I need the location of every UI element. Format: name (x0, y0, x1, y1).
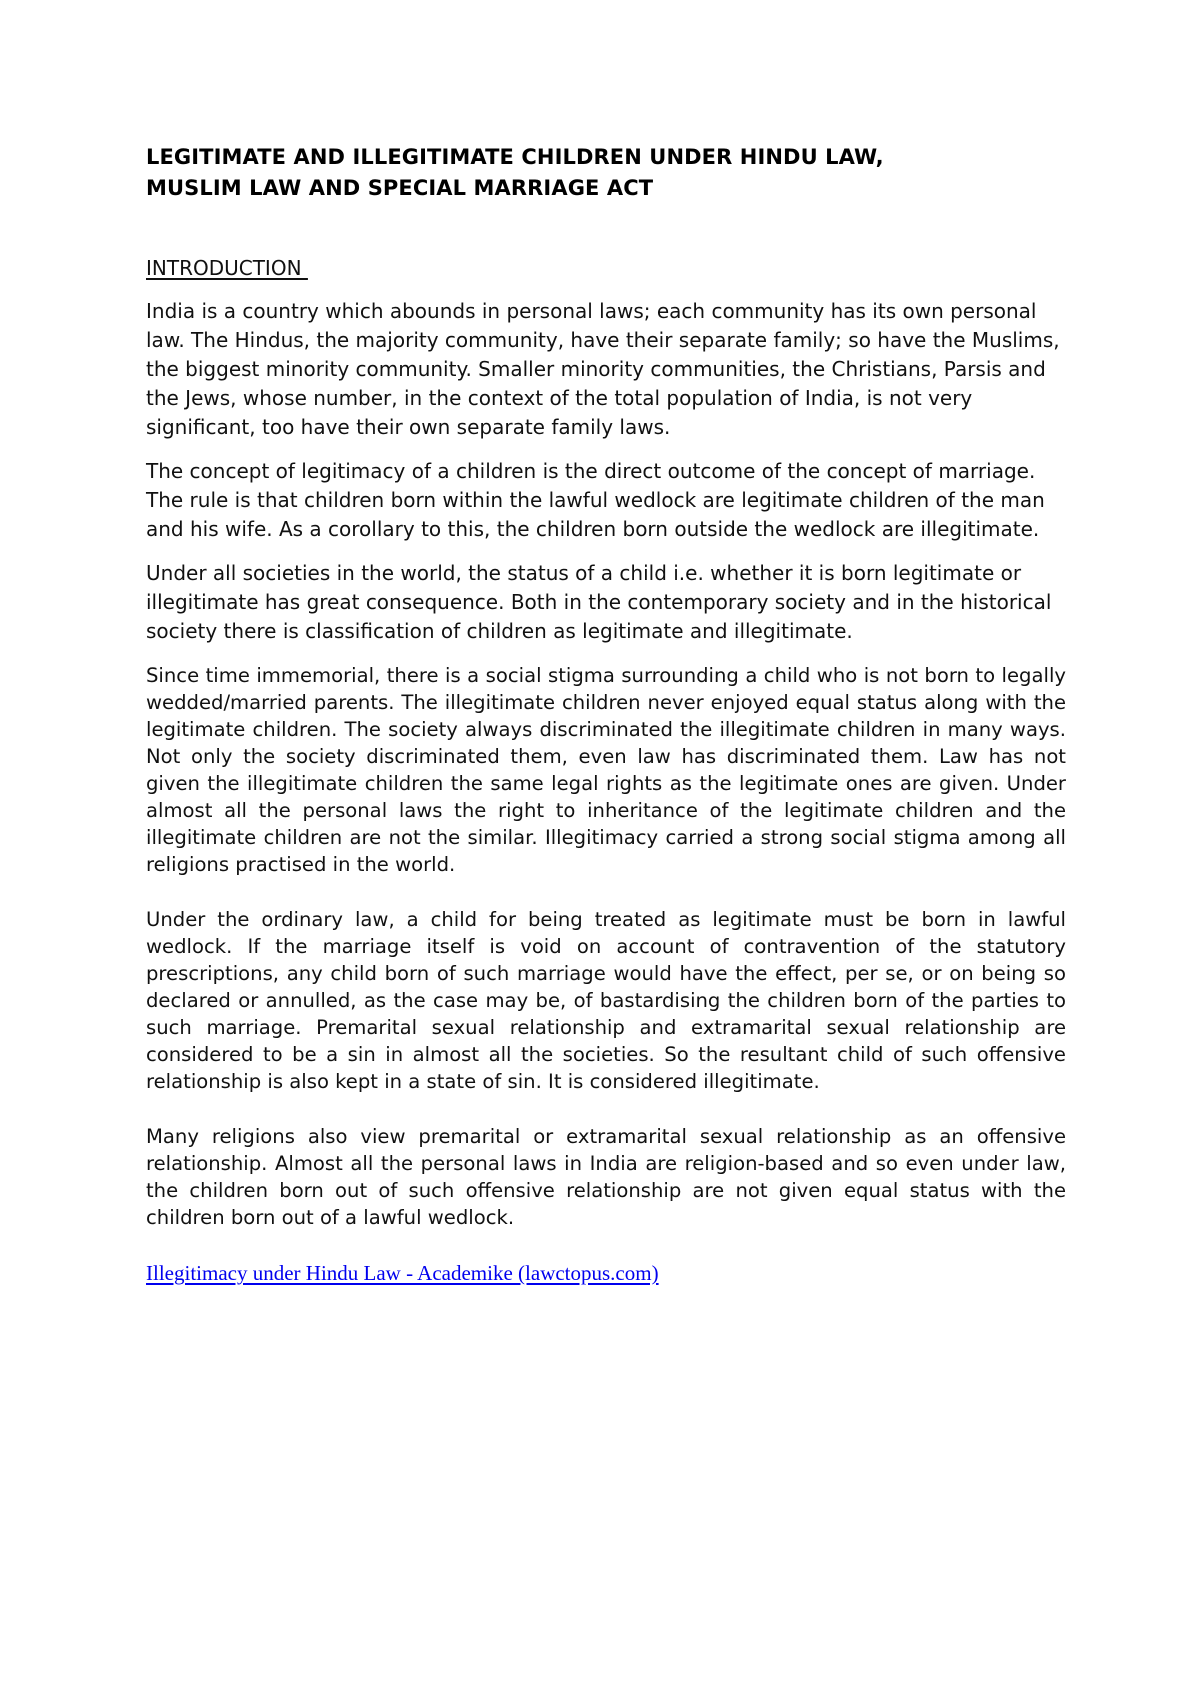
paragraph-personal-laws: India is a country which abounds in personal laws; each community has its own personal law. The Hindus, the majority community, have their separate family; so have the Muslims, the biggest minority community. Smaller minority communities, the Christians, Parsis and the Jews, whose number, in the context of the total population of India, is not very significant, too have their own separate family laws. (146, 299, 1060, 439)
source-link-academike[interactable]: Illegitimacy under Hindu Law - Academike (lawctopus.com) (146, 1261, 659, 1285)
paragraph-social-stigma: Since time immemorial, there is a social stigma surrounding a child who is not born to legally wedded/married parents. The illegitimate children never enjoyed equal status along with the legitimate children. The society always discriminated the illegitimate children in many ways. Not only the society discriminated them, even law has discriminated them. Law has not given the illegitimate children the same legal rights as the legitimate ones are given. Under almost all the personal laws the right to inheritance of the legitimate children and the illegitimate children are not the similar. Illegitimacy carried a strong social stigma among all religions practised in the world. (146, 664, 1066, 876)
paragraph-concept-of-legitimacy: The concept of legitimacy of a children is the direct outcome of the concept of marriage. The rule is that children born within the lawful wedlock are legitimate children of the man and his wife. As a corollary to this, the children born outside the wedlock are illegitimate. (146, 459, 1045, 541)
paragraph-religions-view: Many religions also view premarital or extramarital sexual relationship as an offensive relationship. Almost all the personal laws in India are religion-based and so even under law, the children born out of such offensive relationship are not given equal status with the children born out of a lawful wedlock. (146, 1125, 1066, 1229)
document-title-line-1: LEGITIMATE AND ILLEGITIMATE CHILDREN UNDER HINDU LAW, (146, 145, 884, 169)
document-title (146, 142, 1066, 204)
document-title-line-2: MUSLIM LAW AND SPECIAL MARRIAGE ACT (146, 176, 654, 200)
document-body (146, 142, 1066, 1287)
paragraph-ordinary-law: Under the ordinary law, a child for being treated as legitimate must be born in lawful wedlock. If the marriage itself is void on account of contravention of the statutory prescriptions, any child born of such marriage would have the effect, per se, or on being so declared or annulled, as the case may be, of bastardising the children born of the parties to such marriage. Premarital sexual relationship and extramarital sexual relationship are considered to be a sin in almost all the societies. So the resultant child of such offensive relationship is also kept in a state of sin. It is considered illegitimate. (146, 908, 1066, 1093)
paragraph-status-of-child: Under all societies in the world, the status of a child i.e. whether it is born legitimate or illegitimate has great consequence. Both in the contemporary society and in the historical society there is classification of children as legitimate and illegitimate. (146, 561, 1052, 643)
section-heading-introduction: INTRODUCTION (146, 256, 308, 280)
